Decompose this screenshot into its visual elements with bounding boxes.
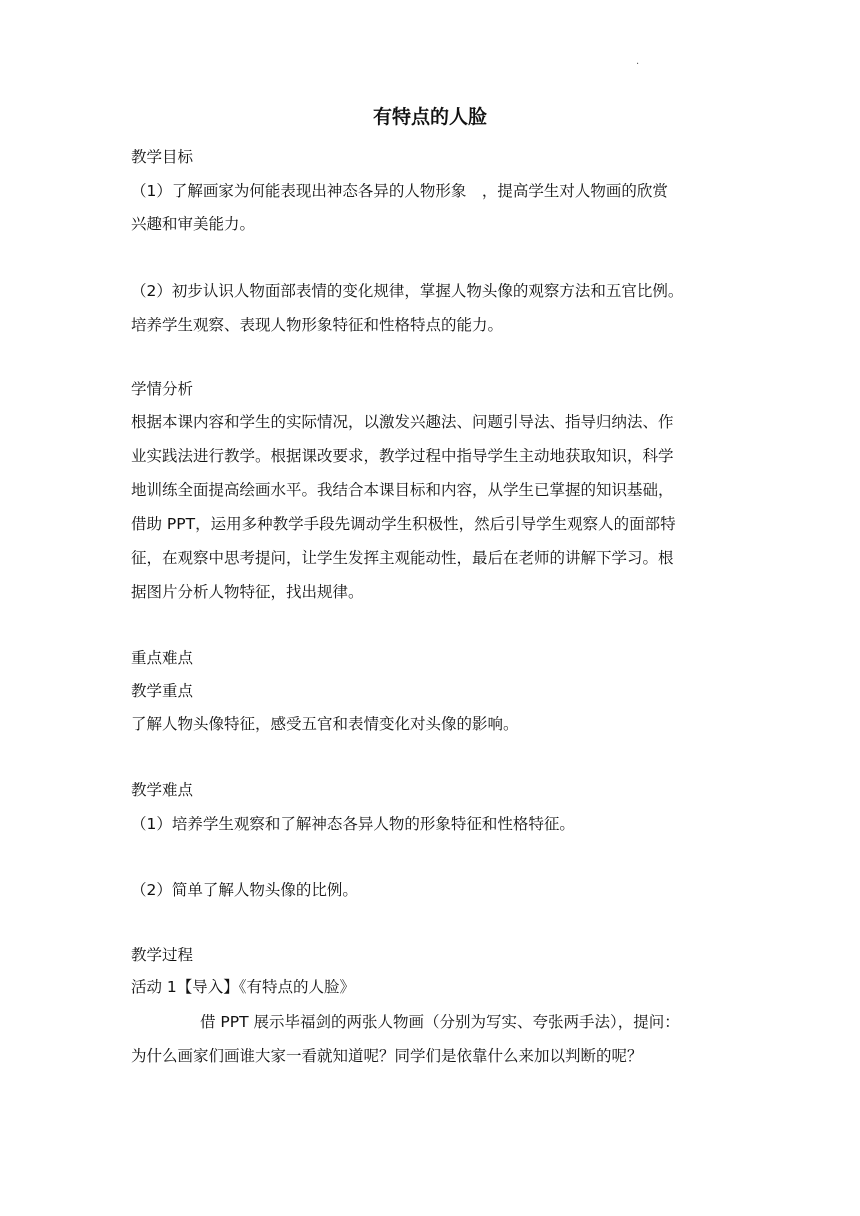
document-title: 有特点的人脸 (372, 106, 487, 128)
analysis-line: 地训练全面提高绘画水平。我结合本课目标和内容，从学生已掌握的知识基础， (131, 481, 674, 499)
objective-2-line-1: （2）初步认识人物面部表情的变化规律，掌握人物头像的观察方法和五官比例。 (131, 282, 684, 300)
key-difficult-heading: 重点难点 (131, 649, 194, 667)
activity-1-line-1: 借 PPT 展示毕福剑的两张人物画（分别为写实、夸张两手法），提问： (200, 1013, 680, 1031)
objectives-heading: 教学目标 (131, 148, 194, 166)
activity-1-title: 活动 1【导入】《有特点的人脸》 (131, 978, 356, 996)
objective-2-line-2: 培养学生观察、表现人物形象特征和性格特点的能力。 (131, 316, 504, 334)
analysis-heading: 学情分析 (131, 380, 194, 398)
analysis-line: 征，在观察中思考提问，让学生发挥主观能动性，最后在老师的讲解下学习。根 (131, 549, 674, 567)
activity-1-line-2: 为什么画家们画谁大家一看就知道呢？同学们是依靠什么来加以判断的呢？ (131, 1047, 643, 1065)
key-points-heading: 教学重点 (131, 682, 194, 700)
difficult-heading: 教学难点 (131, 781, 194, 799)
objective-1-line-1: （1）了解画家为何能表现出神态各异的人物形象 ，提高学生对人物画的欣赏 (131, 182, 668, 200)
header-dot: . (636, 56, 640, 67)
analysis-line: 借助 PPT，运用多种教学手段先调动学生积极性，然后引导学生观察人的面部特 (131, 515, 676, 533)
analysis-line: 业实践法进行教学。根据课改要求，教学过程中指导学生主动地获取知识，科学 (131, 447, 674, 465)
process-heading: 教学过程 (131, 946, 194, 964)
key-points-text: 了解人物头像特征，感受五官和表情变化对头像的影响。 (131, 715, 519, 733)
analysis-line: 据图片分析人物特征，找出规律。 (131, 583, 364, 601)
objective-1-line-2: 兴趣和审美能力。 (131, 215, 256, 233)
difficult-item-2: （2）简单了解人物头像的比例。 (131, 881, 358, 899)
analysis-line: 根据本课内容和学生的实际情况，以激发兴趣法、问题引导法、指导归纳法、作 (131, 413, 674, 431)
difficult-item-1: （1）培养学生观察和了解神态各异人物的形象特征和性格特征。 (131, 815, 575, 833)
